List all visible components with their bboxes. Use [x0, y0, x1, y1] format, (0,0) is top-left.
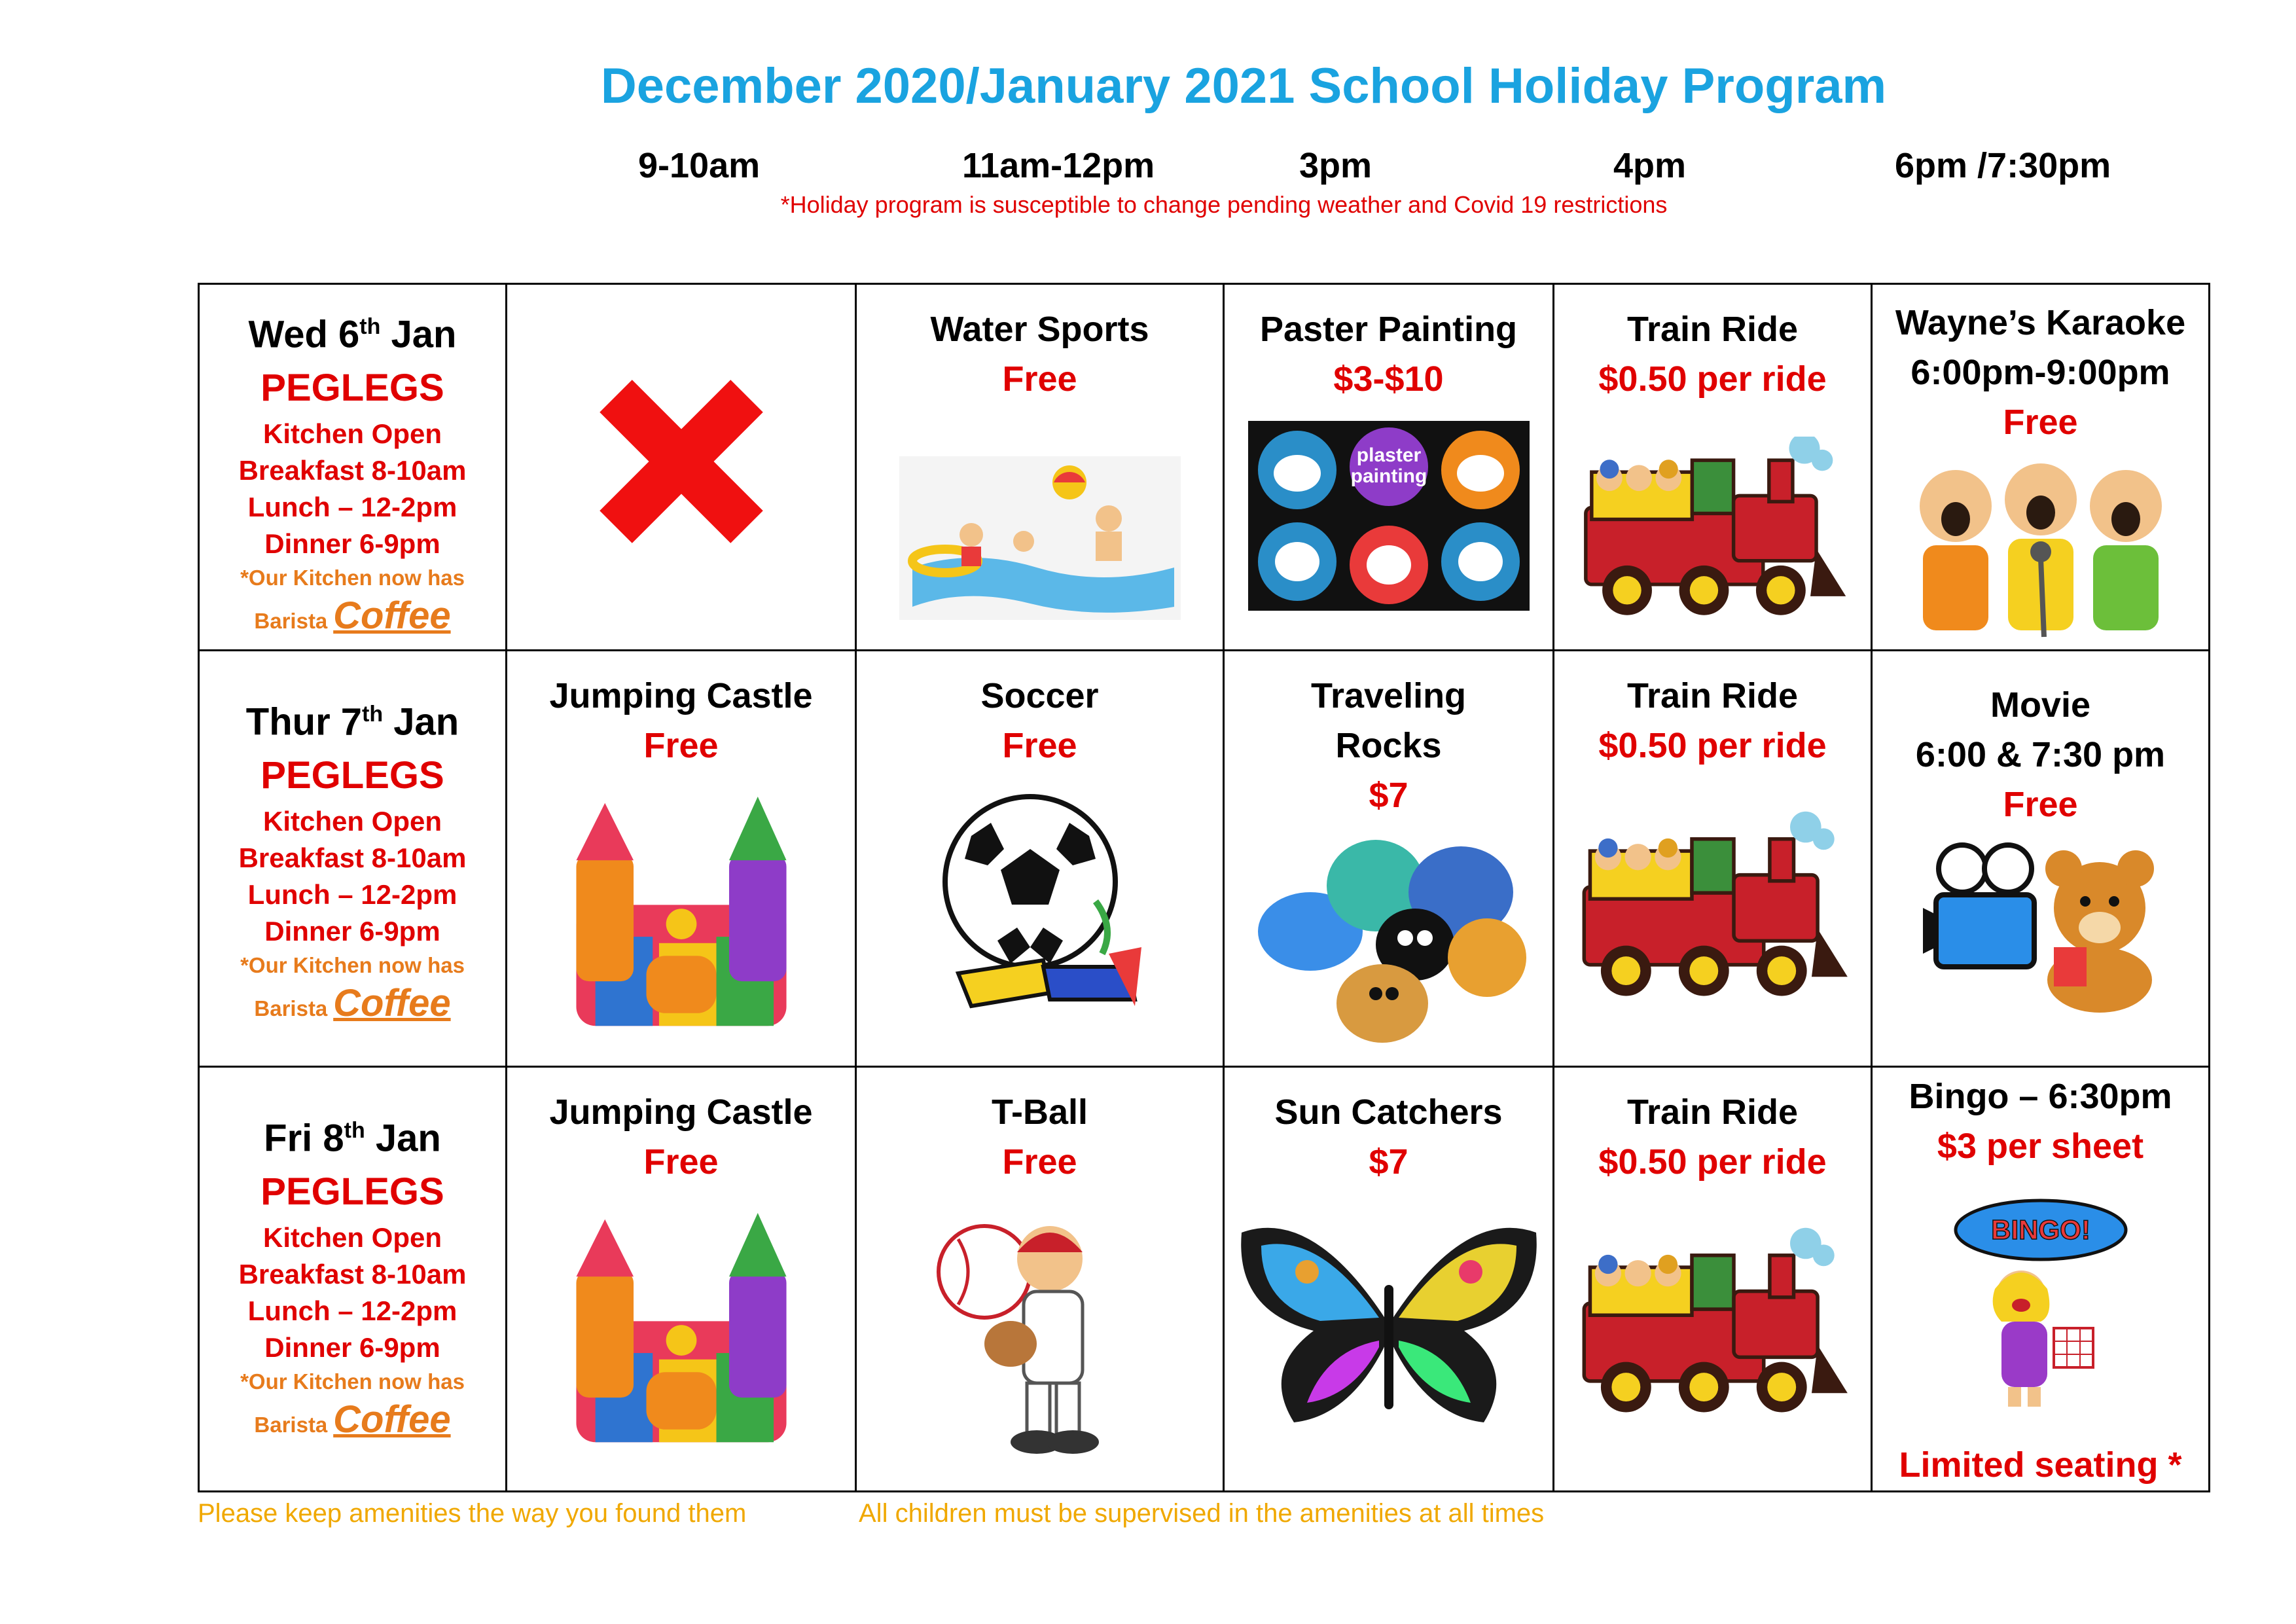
- venue-name: PEGLEGS: [260, 367, 444, 410]
- footer-amenities-note: Please keep amenities the way you found them: [198, 1499, 747, 1528]
- kitchen-note: *Our Kitchen now has: [240, 1369, 465, 1394]
- kitchen-lunch: Lunch – 12-2pm: [247, 1295, 457, 1327]
- kitchen-note: *Our Kitchen now has: [240, 566, 465, 590]
- jumping-castle-icon: [557, 797, 806, 1032]
- time-slot-4: 4pm: [1613, 146, 1687, 185]
- soccer-ball-icon: [932, 784, 1148, 1026]
- train-icon: [1572, 810, 1854, 1006]
- activity-cell: [507, 1067, 856, 1492]
- activity-cell: [1554, 284, 1872, 651]
- coffee-link: Coffee: [333, 982, 451, 1025]
- activity-price: Free: [2003, 785, 2078, 824]
- bingo-icon: [1949, 1197, 2132, 1413]
- karaoke-icon: [1903, 454, 2178, 643]
- time-slot-3: 3pm: [1299, 146, 1372, 185]
- butterfly-icon: [1235, 1219, 1543, 1435]
- activity-title: Train Ride: [1626, 310, 1799, 349]
- jumping-castle-icon: [557, 1213, 806, 1449]
- kitchen-lunch: Lunch – 12-2pm: [247, 879, 457, 911]
- activity-time: 6:00 & 7:30 pm: [1915, 735, 2166, 774]
- kitchen-breakfast: Breakfast 8-10am: [238, 1259, 467, 1290]
- limited-seating-note: Limited seating *: [1899, 1445, 2182, 1485]
- activity-title: Water Sports: [930, 310, 1149, 349]
- time-slot-5: 6pm /7:30pm: [1895, 146, 2111, 185]
- activity-cell: [507, 284, 856, 651]
- activity-cell: [1554, 651, 1872, 1067]
- table-row: [199, 1067, 2210, 1492]
- activity-cell: [856, 1067, 1224, 1492]
- swimming-pool-icon: [899, 456, 1181, 620]
- program-table: [198, 283, 2210, 1492]
- activity-price: $3 per sheet: [1937, 1127, 2144, 1166]
- coffee-link: Coffee: [333, 594, 451, 638]
- kitchen-open: Kitchen Open: [262, 806, 442, 837]
- barista-label: Barista: [254, 996, 328, 1021]
- barista-label: Barista: [254, 609, 328, 634]
- day-label: Fri 8th Jan: [264, 1117, 441, 1160]
- table-row: [199, 651, 2210, 1067]
- activity-price: $0.50 per ride: [1598, 359, 1827, 399]
- activity-price: Free: [1002, 1142, 1077, 1182]
- activity-cell: [1224, 284, 1554, 651]
- kitchen-lunch: Lunch – 12-2pm: [247, 492, 457, 523]
- activity-price: $7: [1369, 1142, 1408, 1182]
- venue-name: PEGLEGS: [260, 754, 444, 797]
- activity-cell: [1224, 651, 1554, 1067]
- activity-cell: [507, 651, 856, 1067]
- venue-name: PEGLEGS: [260, 1170, 444, 1214]
- footer-supervision-note: All children must be supervised in the amenities at all times: [859, 1499, 1545, 1528]
- activity-time: 6:00pm-9:00pm: [1910, 353, 2170, 392]
- movie-bear-icon: [1923, 842, 2159, 1013]
- kitchen-dinner: Dinner 6-9pm: [264, 1332, 440, 1363]
- activity-cell: [1224, 1067, 1554, 1492]
- svg-text:BINGO!: BINGO!: [1990, 1214, 2090, 1245]
- activity-title: Paster Painting: [1259, 310, 1518, 349]
- kitchen-open: Kitchen Open: [262, 418, 442, 450]
- activity-title: Movie: [1990, 685, 2091, 725]
- kitchen-breakfast: Breakfast 8-10am: [238, 455, 467, 486]
- activity-title: Bingo – 6:30pm: [1909, 1077, 2172, 1116]
- activity-price: $7: [1369, 776, 1408, 815]
- kitchen-note: *Our Kitchen now has: [240, 953, 465, 978]
- kitchen-breakfast: Breakfast 8-10am: [238, 842, 467, 874]
- activity-price: $3-$10: [1333, 359, 1444, 399]
- activity-price: $0.50 per ride: [1598, 1142, 1827, 1182]
- day-label: Wed 6th Jan: [248, 313, 457, 356]
- activity-title: T-Ball: [991, 1092, 1088, 1132]
- painted-rocks-icon: [1251, 827, 1526, 1049]
- activity-cell: [856, 284, 1224, 651]
- activity-title: Wayne’s Karaoke: [1895, 303, 2186, 342]
- activity-title: Soccer: [980, 676, 1099, 715]
- baseball-player-icon: [932, 1213, 1148, 1462]
- activity-cell: [1872, 1067, 2210, 1492]
- barista-label: Barista: [254, 1413, 328, 1437]
- svg-text:painting: painting: [1350, 465, 1427, 487]
- program-notice: *Holiday program is susceptible to change pending weather and Covid 19 restrictions: [780, 191, 1668, 218]
- kitchen-dinner: Dinner 6-9pm: [264, 528, 440, 560]
- activity-title: Jumping Castle: [549, 676, 813, 715]
- table-row: [199, 284, 2210, 651]
- train-icon: [1572, 437, 1854, 620]
- activity-price: Free: [1002, 359, 1077, 399]
- day-cell: [199, 1067, 507, 1492]
- time-slot-2: 11am-12pm: [962, 146, 1155, 185]
- day-label: Thur 7th Jan: [245, 700, 459, 744]
- train-icon: [1572, 1226, 1854, 1422]
- red-cross-icon: [590, 370, 773, 553]
- time-slot-1: 9-10am: [638, 146, 761, 185]
- activity-cell: [1872, 651, 2210, 1067]
- activity-cell: [1554, 1067, 1872, 1492]
- kitchen-dinner: Dinner 6-9pm: [264, 916, 440, 947]
- activity-price: Free: [1002, 726, 1077, 765]
- activity-price: $0.50 per ride: [1598, 726, 1827, 765]
- activity-price: Free: [643, 726, 719, 765]
- page-title: December 2020/January 2021 School Holiday Program: [600, 58, 1887, 114]
- plaster-painting-icon: [1248, 421, 1530, 611]
- activity-price: Free: [643, 1142, 719, 1182]
- activity-title: Traveling: [1310, 676, 1467, 715]
- day-cell: [199, 651, 507, 1067]
- coffee-link: Coffee: [333, 1398, 451, 1441]
- activity-title: Jumping Castle: [549, 1092, 813, 1132]
- svg-text:plaster: plaster: [1356, 444, 1421, 466]
- activity-price: Free: [2003, 403, 2078, 442]
- kitchen-open: Kitchen Open: [262, 1222, 442, 1254]
- activity-cell: [856, 651, 1224, 1067]
- activity-title: Sun Catchers: [1274, 1092, 1503, 1132]
- activity-cell: [1872, 284, 2210, 651]
- activity-title: Train Ride: [1626, 1092, 1799, 1132]
- activity-title: Train Ride: [1626, 676, 1799, 715]
- day-cell: [199, 284, 507, 651]
- activity-title-line2: Rocks: [1335, 726, 1442, 765]
